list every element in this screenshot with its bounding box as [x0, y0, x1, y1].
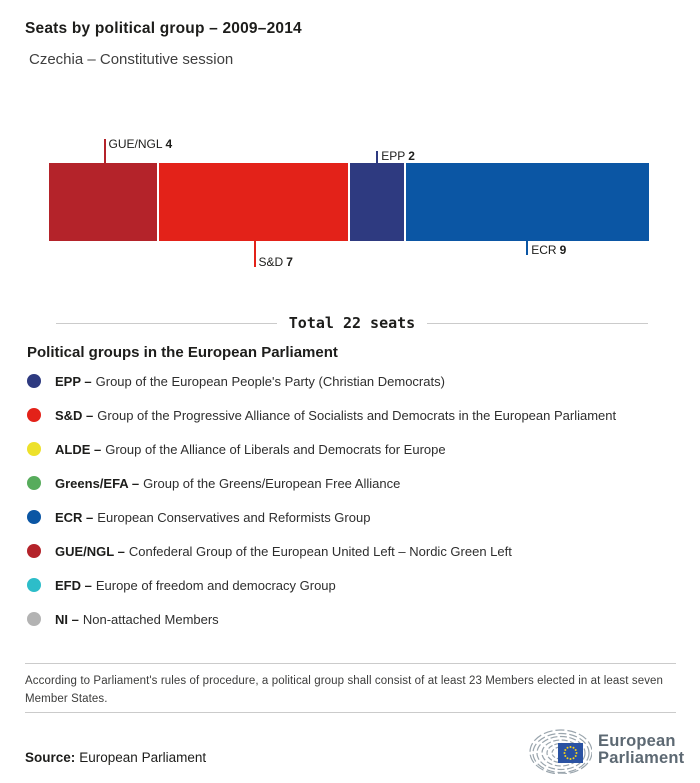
divider-line-right — [427, 323, 648, 324]
ep-logo-line2: Parliament — [598, 749, 685, 767]
ep-logo-text — [598, 733, 684, 767]
bar-segment-s-d[interactable] — [159, 163, 348, 241]
label-text: S&D 7 — [258, 255, 293, 269]
legend-item-efd — [27, 568, 677, 602]
label-text: ECR 9 — [531, 243, 567, 257]
label-tick — [254, 241, 256, 267]
legend-label: EPP – Group of the European People's Party (Christian Democrats) — [55, 373, 445, 389]
source — [25, 750, 206, 765]
legend-label: S&D – Group of the Progressive Alliance of Socialists and Democrats in the European Parliament — [55, 407, 617, 423]
source-label: Source: — [25, 750, 76, 765]
legend-dot-greens-efa — [27, 476, 41, 490]
legend-item-greens-efa — [27, 466, 677, 500]
stacked-bar — [49, 163, 649, 241]
legend-item-epp — [27, 364, 677, 398]
legend-label: ECR – European Conservatives and Reformists Group — [55, 509, 371, 525]
label-text: GUE/NGL 4 — [108, 137, 173, 151]
legend-dot-epp — [27, 374, 41, 388]
legend-dot-efd — [27, 578, 41, 592]
label-tick — [104, 139, 106, 163]
legend-heading: Political groups in the European Parliament — [27, 344, 338, 361]
legend-dot-sd — [27, 408, 41, 422]
legend-dot-ecr — [27, 510, 41, 524]
ep-logo-line1: European — [598, 732, 676, 750]
legend-label: Greens/EFA – Group of the Greens/European Free Alliance — [55, 475, 401, 491]
legend-item-gue-ngl — [27, 534, 677, 568]
divider-line-left — [56, 323, 277, 324]
bar-segment-gue-ngl[interactable] — [49, 163, 157, 241]
legend-dot-ni — [27, 612, 41, 626]
european-parliament-logo — [528, 726, 684, 774]
source-value: European Parliament — [79, 750, 207, 765]
page-title: Seats by political group – 2009–2014 — [25, 20, 302, 37]
label-tick — [526, 241, 528, 255]
legend-item-alde — [27, 432, 677, 466]
legend-label: NI – Non-attached Members — [55, 611, 219, 627]
label-tick — [376, 151, 378, 163]
footnote: According to Parliament's rules of procedure, a political group shall consist of at least 23 Members elected in at least seven Member States. — [25, 663, 676, 713]
legend — [27, 364, 677, 636]
legend-dot-alde — [27, 442, 41, 456]
ep-hemicycle-flag-icon — [528, 726, 592, 774]
bar-segment-ecr[interactable] — [406, 163, 649, 241]
label-text: EPP 2 — [381, 149, 415, 163]
chart — [49, 136, 649, 270]
bar-segment-epp[interactable] — [350, 163, 404, 241]
legend-dot-gue-ngl — [27, 544, 41, 558]
page-subtitle: Czechia – Constitutive session — [29, 51, 234, 68]
legend-label: ALDE – Group of the Alliance of Liberals and Democrats for Europe — [55, 441, 446, 457]
total-divider — [56, 314, 648, 332]
legend-label: EFD – Europe of freedom and democracy Group — [55, 577, 336, 593]
legend-item-ni — [27, 602, 677, 636]
legend-item-sd — [27, 398, 677, 432]
legend-label: GUE/NGL – Confederal Group of the European United Left – Nordic Green Left — [55, 543, 512, 559]
legend-item-ecr — [27, 500, 677, 534]
total-seats-label: Total 22 seats — [288, 314, 416, 332]
